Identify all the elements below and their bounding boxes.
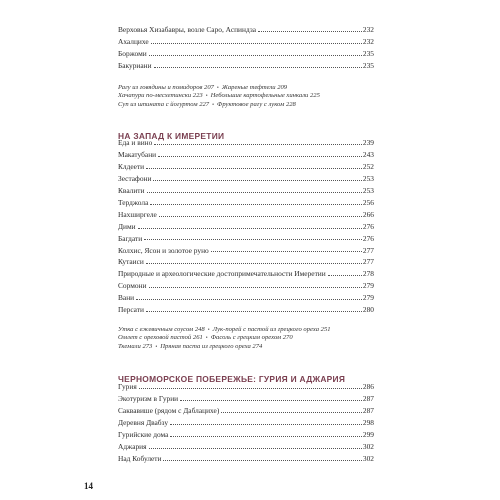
- page-number: 14: [84, 481, 93, 491]
- toc-entry: [118, 427, 374, 439]
- leader-dots: [170, 436, 361, 437]
- leader-dots: [146, 311, 362, 312]
- leader-dots: [163, 460, 361, 461]
- leader-dots: [154, 67, 362, 68]
- bullet-separator: •: [205, 93, 208, 100]
- toc-entry-page: 253: [362, 186, 374, 196]
- leader-dots: [147, 192, 362, 193]
- recipe-list-top: [118, 84, 388, 109]
- toc-entry-label: Природные и археологические достопримечательности Имеретии: [118, 269, 326, 279]
- toc-entry: [118, 403, 374, 415]
- leader-dots: [139, 388, 362, 389]
- leader-dots: [153, 180, 361, 181]
- toc-entry-label: Бакуриани: [118, 61, 152, 71]
- recipe-line: [118, 92, 388, 100]
- toc-entry: [118, 290, 374, 302]
- recipe-name: Омлет с ореховой пастой: [118, 334, 192, 342]
- recipe-line: [118, 326, 388, 334]
- toc-entry-label: Экотуризм в Гурии: [118, 394, 179, 404]
- bullet-separator: •: [155, 343, 158, 350]
- toc-entry-page: 299: [362, 430, 374, 440]
- toc-entry-page: 298: [362, 418, 374, 428]
- recipe-name: Небольшие картофельные хинкали: [210, 92, 309, 100]
- toc-entry-page: 287: [362, 394, 374, 404]
- bullet-separator: •: [216, 85, 219, 91]
- toc-entry: [118, 46, 374, 58]
- toc-entry-label: Дими: [118, 221, 136, 231]
- toc-entry-page: 243: [362, 150, 374, 160]
- recipe-name: Жареные тефтели: [221, 84, 276, 91]
- toc-entry-label: Гурийские дома: [118, 430, 169, 440]
- leader-dots: [146, 168, 362, 169]
- leader-dots: [151, 43, 362, 44]
- recipe-page: 209: [277, 84, 288, 91]
- toc-entry: [118, 194, 374, 206]
- section-title: НА ЗАПАД К ИМЕРЕТИИ: [118, 131, 225, 141]
- bullet-separator: •: [205, 335, 208, 342]
- toc-entry-page: 232: [362, 25, 374, 35]
- toc-entry-label: Над Кобулети: [118, 453, 162, 463]
- toc-entry: [118, 135, 374, 147]
- toc-entry-label: Кутаиси: [118, 257, 144, 267]
- leader-dots: [138, 228, 362, 229]
- toc-section1-list: [118, 135, 374, 313]
- toc-entry-label: Вани: [118, 293, 135, 303]
- toc-entry-page: 278: [362, 269, 374, 279]
- toc-entry: [118, 230, 374, 242]
- recipe-name: Фасоль с грецким орехом: [210, 334, 282, 342]
- toc-entry-page: 276: [362, 221, 374, 231]
- leader-dots: [149, 448, 362, 449]
- toc-entry: [118, 183, 374, 195]
- toc-entry-label: Деревня Двабзу: [118, 418, 169, 428]
- toc-entry-label: Колхис, Ясон и золотое руно: [118, 245, 209, 255]
- toc-entry-page: 239: [362, 138, 374, 148]
- toc-entry-page: 279: [362, 293, 374, 303]
- toc-entry-label: Нахширгеле: [118, 209, 157, 219]
- toc-entry-label: Зестафони: [118, 174, 152, 184]
- recipe-name: Пряная паста из грецкого ореха: [160, 342, 251, 350]
- toc-entry: [118, 171, 374, 183]
- recipe-page: 251: [320, 326, 331, 333]
- recipe-line: [118, 101, 388, 109]
- toc-entry-page: 302: [362, 453, 374, 463]
- leader-dots: [150, 204, 362, 205]
- recipe-name: Утка с ежевичным соусом: [118, 326, 194, 333]
- recipe-page: 223: [192, 92, 203, 100]
- leader-dots: [146, 263, 362, 264]
- toc-entry-page: 253: [362, 174, 374, 184]
- leader-dots: [221, 412, 362, 413]
- leader-dots: [149, 287, 362, 288]
- leader-dots: [328, 275, 362, 276]
- section-title: ЧЕРНОМОРСКОЕ ПОБЕРЕЖЬЕ: ГУРИЯ И АДЖАРИЯ: [118, 374, 346, 384]
- toc-entry: [118, 254, 374, 266]
- recipe-page: 261: [192, 334, 203, 342]
- toc-entry-page: 279: [362, 281, 374, 291]
- toc-entry-page: 235: [362, 61, 374, 71]
- toc-entry: [118, 218, 374, 230]
- toc-entry-page: 256: [362, 197, 374, 207]
- toc-entry: [118, 450, 374, 462]
- toc-entry-page: 302: [362, 441, 374, 451]
- recipe-name: Фруктовое рагу с луком: [217, 100, 285, 108]
- recipe-name: Суп из шпината с йогуртом: [118, 100, 198, 108]
- recipe-page: 227: [199, 100, 210, 108]
- toc-entry-label: Саквавише (рядом с Даблацихе): [118, 406, 220, 416]
- toc-entry-label: Еда и вино: [118, 138, 153, 148]
- recipe-page: 270: [282, 334, 293, 342]
- recipe-page: 225: [309, 92, 320, 100]
- toc-entry-label: Верховья Хизабавры, возле Саро, Аспиндза: [118, 25, 257, 35]
- recipe-list-section1: [118, 326, 388, 351]
- toc-entry-label: Персати: [118, 304, 144, 314]
- leader-dots: [154, 144, 362, 145]
- recipe-name: Рагу из говядины и помидоров: [118, 84, 203, 91]
- recipe-name: Лук-порей с пастой из грецкого ореха: [212, 326, 320, 333]
- leader-dots: [159, 216, 362, 217]
- toc-section2-list: [118, 379, 374, 462]
- toc-top-list: [118, 22, 374, 70]
- toc-entry-label: Аджария: [118, 441, 147, 451]
- toc-entry: [118, 391, 374, 403]
- toc-entry-page: 277: [362, 257, 374, 267]
- toc-entry-page: 277: [362, 245, 374, 255]
- toc-entry: [118, 301, 374, 313]
- recipe-name: Ткемали: [118, 342, 141, 350]
- toc-entry: [118, 206, 374, 218]
- bullet-separator: •: [212, 101, 215, 108]
- recipe-page: 248: [194, 326, 205, 333]
- leader-dots: [211, 251, 362, 252]
- toc-entry: [118, 147, 374, 159]
- toc-entry-page: 287: [362, 406, 374, 416]
- recipe-line: [118, 343, 388, 351]
- recipe-page: 207: [204, 84, 214, 91]
- leader-dots: [136, 299, 362, 300]
- toc-entry-page: 280: [362, 304, 374, 314]
- toc-entry-page: 235: [362, 49, 374, 59]
- toc-entry: [118, 415, 374, 427]
- toc-entry: [118, 242, 374, 254]
- toc-entry-page: 232: [362, 37, 374, 47]
- toc-entry-label: Клдеети: [118, 162, 145, 172]
- toc-entry: [118, 58, 374, 70]
- toc-entry-page: 266: [362, 209, 374, 219]
- toc-entry-label: Сормони: [118, 281, 147, 291]
- toc-entry-page: 252: [362, 162, 374, 172]
- recipe-line: [118, 84, 388, 92]
- leader-dots: [158, 156, 362, 157]
- leader-dots: [144, 239, 362, 240]
- toc-entry: [118, 34, 374, 46]
- toc-entry-label: Терджола: [118, 197, 149, 207]
- toc-entry: [118, 159, 374, 171]
- toc-entry: [118, 278, 374, 290]
- leader-dots: [170, 424, 362, 425]
- toc-entry-label: Квалити: [118, 186, 145, 196]
- toc-entry-label: Багдати: [118, 233, 143, 243]
- toc-entry: [118, 438, 374, 450]
- toc-entry: [118, 266, 374, 278]
- toc-entry: [118, 22, 374, 34]
- recipe-page: 228: [285, 100, 296, 108]
- leader-dots: [258, 31, 362, 32]
- toc-entry-label: Ахалцихе: [118, 37, 149, 47]
- recipe-name: Хачапури по-месхетински: [118, 92, 192, 100]
- toc-entry: [118, 379, 374, 391]
- toc-entry-label: Макатубани: [118, 150, 157, 160]
- toc-entry-page: 276: [362, 233, 374, 243]
- toc-entry-label: Боржоми: [118, 49, 147, 59]
- leader-dots: [180, 400, 362, 401]
- bullet-separator: •: [207, 327, 210, 333]
- recipe-line: [118, 334, 388, 342]
- recipe-page: 273: [142, 342, 153, 350]
- leader-dots: [149, 55, 362, 56]
- toc-entry-label: Гурия: [118, 382, 137, 392]
- recipe-page: 274: [252, 342, 263, 350]
- toc-entry-page: 286: [362, 382, 374, 392]
